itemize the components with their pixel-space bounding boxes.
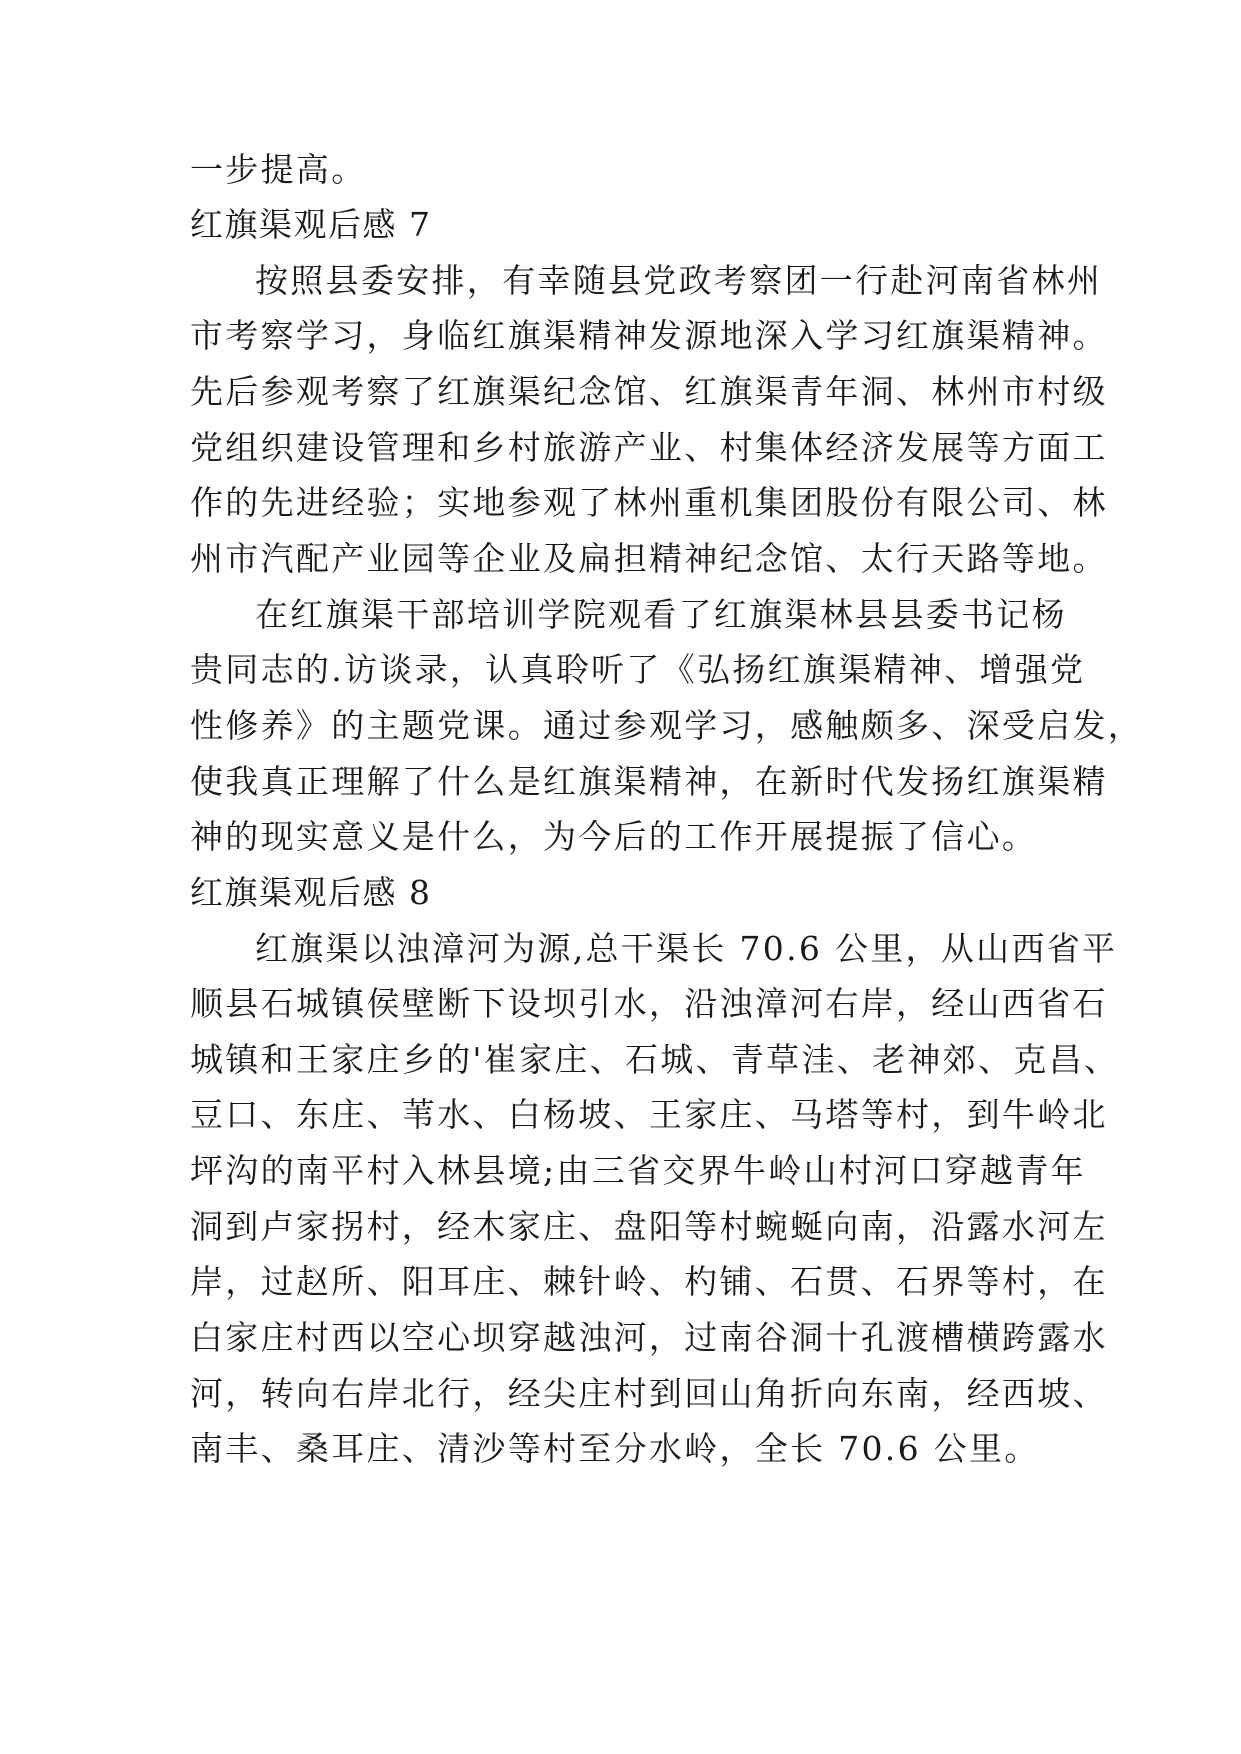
text-line: 州市汽配产业园等企业及扁担精神纪念馆、太行天路等地。 [190,539,1108,578]
text-line: 使我真正理解了什么是红旗渠精神，在新时代发扬红旗渠精 [190,762,1108,801]
text-line: 河，转向右岸北行，经尖庄村到回山角折向东南，经西坡、 [190,1374,1108,1413]
text-line: 党组织建设管理和乡村旅游产业、村集体经济发展等方面工 [190,428,1108,467]
text-line: 红旗渠以浊漳河为源,总干渠长 70.6 公里，从山西省平 [255,929,1118,968]
text-line: 作的先进经验；实地参观了林州重机集团股份有限公司、林 [190,483,1108,522]
text-line: 市考察学习，身临红旗渠精神发源地深入学习红旗渠精神。 [190,316,1108,355]
text-line: 先后参观考察了红旗渠纪念馆、红旗渠青年洞、林州市村级 [190,372,1108,411]
text-line: 神的现实意义是什么，为今后的工作开展提振了信心。 [190,817,1038,856]
text-line: 贵同志的.访谈录，认真聆听了《弘扬红旗渠精神、增强党 [190,650,1086,689]
text-line: 洞到卢家拐村，经木家庄、盘阳等村蜿蜒向南，沿露水河左 [190,1207,1108,1246]
text-line: 顺县石城镇侯壁断下设坝引水，沿浊漳河右岸，经山西省石 [190,984,1108,1023]
text-line: 按照县委安排，有幸随县党政考察团一行赴河南省林州 [255,261,1103,300]
text-line: 豆口、东庄、苇水、白杨坡、王家庄、马塔等村，到牛岭北 [190,1095,1108,1134]
text-line: 一步提高。 [190,150,367,189]
text-line: 白家庄村西以空心坝穿越浊河，过南谷洞十孔渡槽横跨露水 [190,1318,1108,1357]
text-line: 南丰、桑耳庄、清沙等村至分水岭，全长 70.6 公里。 [190,1429,1040,1468]
section-heading: 红旗渠观后感 8 [190,873,432,912]
text-line: 性修养》的主题党课。通过参观学习，感触颇多、深受启发， [190,706,1144,745]
text-line: 城镇和王家庄乡的'崔家庄、石城、青草洼、老神郊、克昌、 [190,1040,1120,1079]
section-heading: 红旗渠观后感 7 [190,205,432,244]
text-line: 岸，过赵所、阳耳庄、棘针岭、杓铺、石贯、石界等村，在 [190,1262,1108,1301]
text-line: 在红旗渠干部培训学院观看了红旗渠林县县委书记杨 [255,595,1067,634]
text-line: 坪沟的南平村入林县境;由三省交界牛岭山村河口穿越青年 [190,1151,1086,1190]
